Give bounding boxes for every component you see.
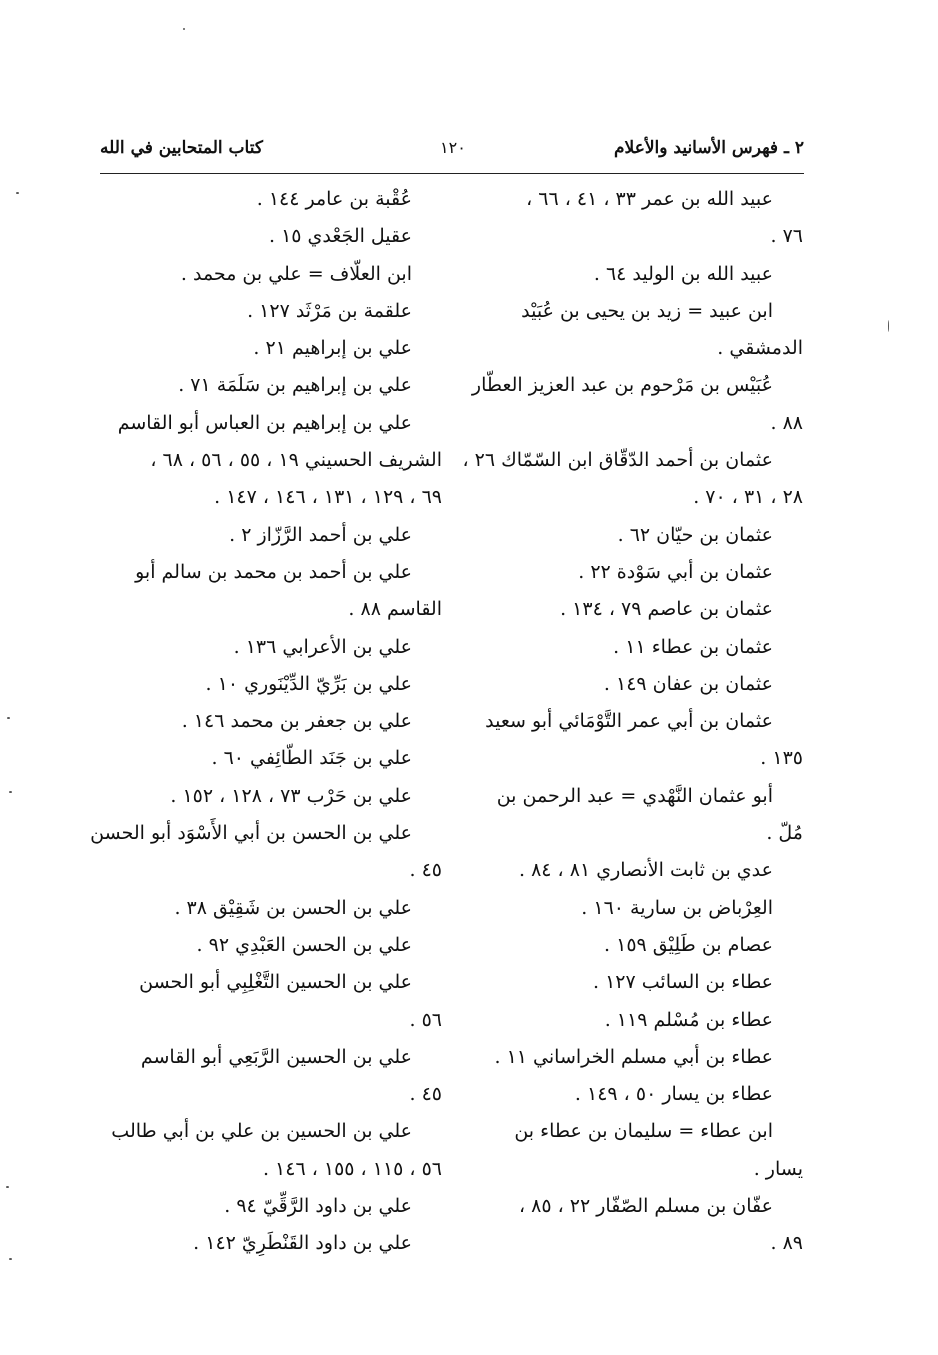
index-line: ٤٥ .	[409, 1083, 442, 1106]
index-line: علي بن إبراهيم بن سَلَمَة ٧١ .	[178, 374, 412, 397]
scan-speck	[6, 1186, 9, 1188]
index-line: علي بن الحسن بن شَقِيْق ٣٨ .	[174, 896, 412, 919]
index-line: علقمة بن مَرْثَد ١٢٧ .	[247, 299, 412, 322]
scan-speck	[183, 28, 185, 30]
index-line: عثمان بن حيّان ٦٢ .	[617, 523, 773, 546]
index-line: عُبَيْس بن مَرْحوم بن عبد العزيز العطّار	[471, 374, 773, 397]
scan-speck	[888, 320, 889, 332]
index-line: علي بن أحمد بن محمد بن سالم أبو	[135, 560, 412, 583]
index-line: الشريف الحسيني ١٩ ، ٥٥ ، ٥٦ ، ٦٨ ،	[150, 449, 442, 472]
index-line: عبيد الله بن الوليد ٦٤ .	[593, 262, 773, 285]
index-line: ٨٨ .	[770, 411, 803, 434]
index-column-left	[90, 181, 442, 1263]
index-line: القاسم ٨٨ .	[348, 598, 442, 621]
index-line: عثمان بن أبي عمر التَّوْمَائي أبو سعيد	[485, 710, 773, 733]
book-title: كتاب المتحابين في الله	[100, 138, 263, 158]
page-number: ١٢٠	[440, 138, 466, 157]
index-line: عثمان بن عطاء ١١ .	[613, 635, 773, 658]
index-line: ٢٨ ، ٣١ ، ٧٠ .	[693, 486, 803, 509]
index-line: ٥٦ .	[409, 1008, 442, 1031]
header-rule	[100, 173, 804, 174]
index-line: يسار .	[753, 1157, 803, 1180]
index-line: علي بن الحسين بن علي بن أبي طالب	[111, 1120, 412, 1143]
index-line: ٥٦ ، ١١٥ ، ١٥٥ ، ١٤٦ .	[262, 1157, 442, 1180]
index-line: عصام بن طَلِيْق ١٥٩ .	[604, 933, 773, 956]
index-line: ابن عبيد = زيد بن يحيى بن عُبَيْد	[521, 299, 773, 322]
index-line: علي بن الحسين التَّغْلِبِي أبو الحسن	[139, 971, 412, 994]
index-line: عثمان بن عاصم ٧٩ ، ١٣٤ .	[560, 598, 773, 621]
index-line: ابن العلّاف = علي بن محمد .	[180, 262, 412, 285]
section-title: ٢ ـ فهرس الأسانيد والأعلام	[614, 138, 804, 158]
index-line: عطاء بن أبي مسلم الخراساني ١١ .	[494, 1045, 773, 1068]
index-line: ٦٩ ، ١٢٩ ، ١٣١ ، ١٤٦ ، ١٤٧ .	[214, 486, 442, 509]
index-line: علي بن إبراهيم ٢١ .	[253, 337, 412, 360]
index-line: علي بن داود الرَّقِّيّ ٩٤ .	[224, 1195, 412, 1218]
index-line: عطاء بن يسار ٥٠ ، ١٤٩ .	[574, 1083, 773, 1106]
index-line: ٤٥ .	[409, 859, 442, 882]
index-line: عثمان بن عفان ١٤٩ .	[603, 672, 773, 695]
running-header	[100, 136, 804, 170]
scan-speck	[7, 717, 10, 719]
index-line: علي بن الحسين الرَّبَعِي أبو القاسم	[140, 1045, 412, 1068]
index-line: عثمان بن أبي سَوْدة ٢٢ .	[578, 560, 773, 583]
index-line: عطاء بن مُسْلم ١١٩ .	[604, 1008, 773, 1031]
index-line: علي بن حَرْب ٧٣ ، ١٢٨ ، ١٥٢ .	[170, 784, 412, 807]
index-line: علي بن داود القَنْطَرِيّ ١٤٢ .	[193, 1232, 412, 1255]
index-line: مُلّ .	[766, 822, 803, 845]
index-line: العِرْباض بن سارية ١٦٠ .	[581, 896, 773, 919]
scan-speck	[9, 1258, 12, 1260]
index-line: الدمشقي .	[717, 337, 803, 360]
index-line: عثمان بن أحمد الدّقّاق ابن السّمّاك ٢٦ ،	[462, 449, 773, 472]
index-line: علي بن بَرِّيّ الدِّيْنَوري ١٠ .	[205, 672, 412, 695]
index-line: علي بن أحمد الرَّزّاز ٢ .	[229, 523, 412, 546]
scan-speck	[16, 192, 19, 194]
index-line: علي بن الأعرابي ١٣٦ .	[233, 635, 412, 658]
index-line: علي بن الحسن العَبْدِي ٩٢ .	[196, 933, 412, 956]
index-column-right	[462, 181, 803, 1263]
index-line: عطاء بن السائب ١٢٧ .	[593, 971, 773, 994]
index-line: عدي بن ثابت الأنصاري ٨١ ، ٨٤ .	[519, 859, 773, 882]
index-line: عُقْبة بن عامر ١٤٤ .	[256, 188, 412, 210]
index-line: علي بن إبراهيم بن العباس أبو القاسم	[117, 411, 412, 434]
index-line: علي بن جعفر بن محمد ١٤٦ .	[181, 710, 412, 733]
index-line: أبو عثمان النَّهْدي = عبد الرحمن بن	[496, 784, 773, 807]
index-line: ١٣٥ .	[760, 747, 803, 770]
index-line: ابن عطاء = سليمان بن عطاء بن	[514, 1120, 773, 1143]
index-line: ٨٩ .	[770, 1232, 803, 1255]
index-line: ٧٦ .	[770, 225, 803, 248]
index-line: علي بن جَنَد الطّائِفي ٦٠ .	[211, 747, 412, 770]
index-line: عبيد الله بن عمر ٣٣ ، ٤١ ، ٦٦ ،	[526, 188, 773, 210]
scan-speck	[9, 791, 12, 793]
index-line: عفّان بن مسلم الصّفّار ٢٢ ، ٨٥ ،	[518, 1195, 773, 1218]
index-line: علي بن الحسن بن أبي الأَسْوَد أبو الحسن	[90, 822, 412, 845]
index-line: عقيل الجَعْدي ١٥ .	[268, 225, 412, 248]
